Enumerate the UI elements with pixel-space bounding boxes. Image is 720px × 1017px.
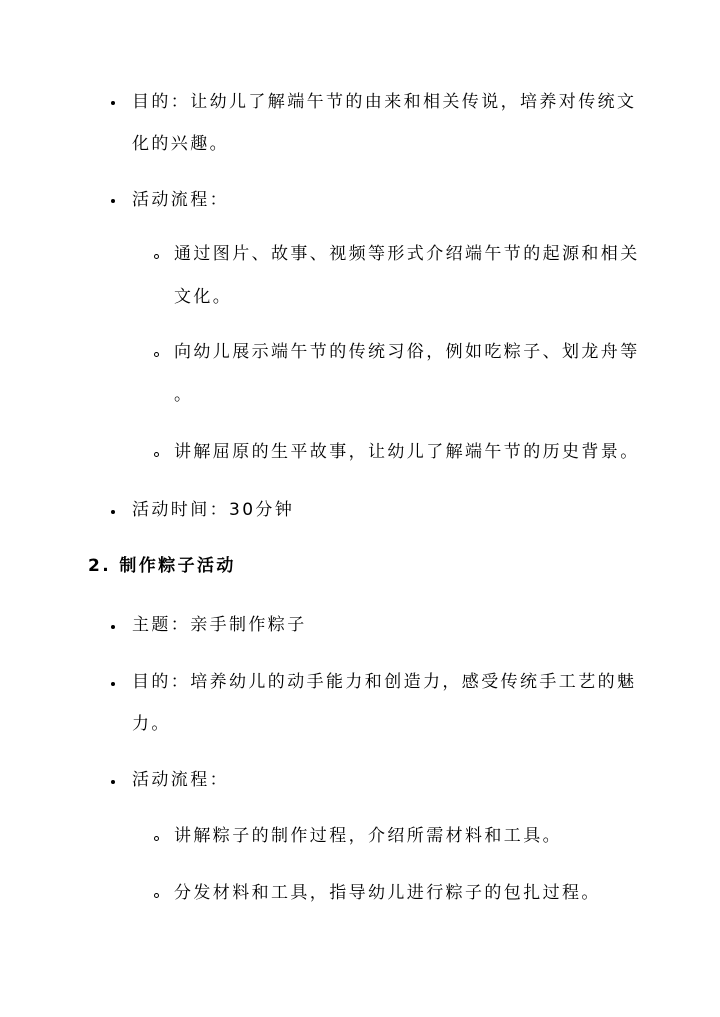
circle-bullet-icon (154, 352, 159, 357)
step-text-line2: 。 (174, 385, 194, 405)
goal-text-line1: 目的：培养幼儿的动手能力和创造力，感受传统手工艺的魅 (132, 672, 637, 692)
process-label: 活动流程： (132, 770, 229, 790)
bullet-icon (111, 199, 115, 203)
bullet-icon (111, 625, 115, 629)
goal-text-line2: 力。 (132, 714, 171, 734)
goal-text-line1: 目的：让幼儿了解端午节的由来和相关传说，培养对传统文 (132, 92, 637, 112)
process-label: 活动流程： (132, 190, 229, 210)
step-text-line1: 讲解屈原的生平故事，让幼儿了解端午节的历史背景。 (174, 442, 640, 462)
step-text-line1: 向幼儿展示端午节的传统习俗，例如吃粽子、划龙舟等 (174, 342, 640, 362)
bullet-icon (111, 510, 115, 514)
bullet-icon (111, 682, 115, 686)
goal-text-line2: 化的兴趣。 (132, 134, 229, 154)
circle-bullet-icon (154, 254, 159, 259)
step-text-line1: 讲解粽子的制作过程，介绍所需材料和工具。 (174, 826, 562, 846)
step-text-line2: 文化。 (174, 287, 233, 307)
step-text-line1: 通过图片、故事、视频等形式介绍端午节的起源和相关 (174, 244, 640, 264)
circle-bullet-icon (154, 836, 159, 841)
theme-text: 主题：亲手制作粽子 (132, 615, 307, 635)
bullet-icon (111, 101, 115, 105)
step-text-line1: 分发材料和工具，指导幼儿进行粽子的包扎过程。 (174, 883, 601, 903)
circle-bullet-icon (154, 893, 159, 898)
activity-time: 活动时间：30分钟 (132, 500, 295, 520)
circle-bullet-icon (154, 452, 159, 457)
section-heading: 2. 制作粽子活动 (88, 556, 236, 576)
bullet-icon (111, 780, 115, 784)
